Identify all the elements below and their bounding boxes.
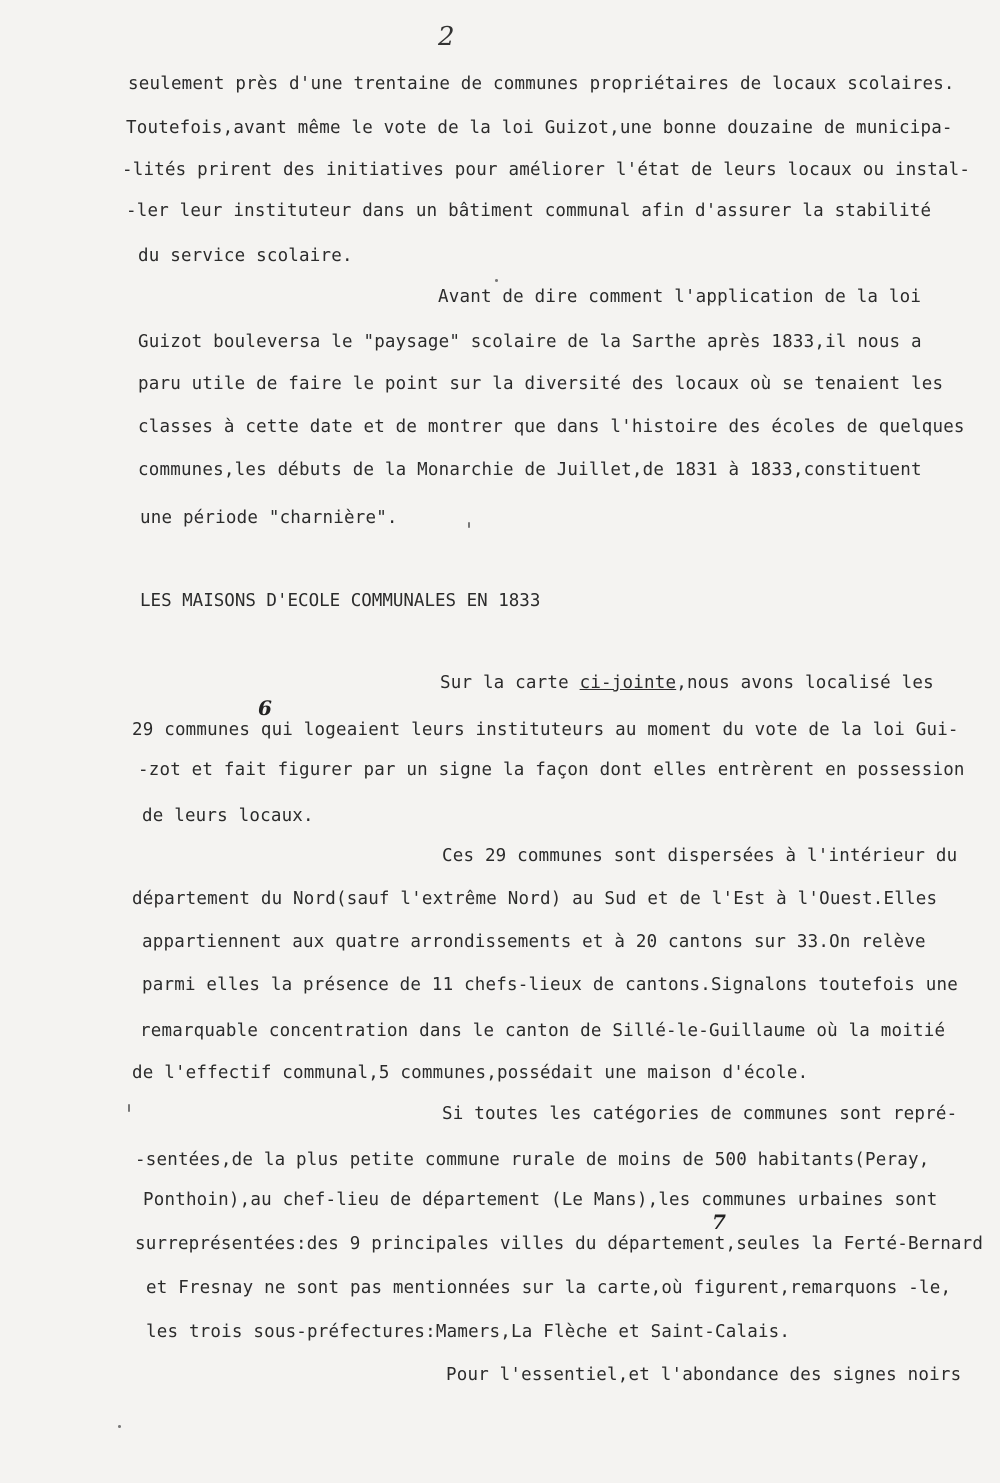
handwritten-annotation-7: 7 [712, 1210, 726, 1234]
text-line: surreprésentées:des 9 principales villes du département,seules la Ferté-Bernard [135, 1234, 984, 1254]
underlined-reference: ci-jointe [579, 673, 677, 693]
text-line: de leurs locaux. [142, 806, 314, 826]
handwritten-annotation-6: 6 [258, 696, 272, 720]
text-line: Avant de dire comment l'application de la loi [438, 287, 922, 307]
text-line: Ponthoin),au chef-lieu de département (Le Mans),les communes urbaines sont [143, 1190, 938, 1210]
text-line: Si toutes les catégories de communes sont repré- [442, 1104, 958, 1124]
text-line: -zot et fait figurer par un signe la façon dont elles entrèrent en possession [138, 760, 965, 780]
text-line: département du Nord(sauf l'extrême Nord) au Sud et de l'Est à l'Ouest.Elles [132, 889, 938, 909]
text-line: -sentées,de la plus petite commune rurale de moins de 500 habitants(Peray, [135, 1150, 930, 1170]
section-heading: LES MAISONS D'ECOLE COMMUNALES EN 1833 [140, 591, 541, 611]
text-line: de l'effectif communal,5 communes,possédait une maison d'école. [132, 1063, 809, 1083]
paper-speck [468, 522, 470, 528]
text-line: paru utile de faire le point sur la diversité des locaux où se tenaient les [138, 374, 944, 394]
text-line: appartiennent aux quatre arrondissements et à 20 cantons sur 33.On relève [142, 932, 926, 952]
text-line: du service scolaire. [138, 246, 353, 266]
text-line: -lités prirent des initiatives pour améliorer l'état de leurs locaux ou instal- [122, 160, 971, 180]
text-line: remarquable concentration dans le canton de Sillé-le-Guillaume où la moitié [140, 1021, 946, 1041]
text-line: les trois sous-préfectures:Mamers,La Flèche et Saint-Calais. [146, 1322, 791, 1342]
text-line [440, 673, 934, 693]
text-line: classes à cette date et de montrer que dans l'histoire des écoles de quelques [138, 417, 965, 437]
text-line: 29 communes qui logeaient leurs instituteurs au moment du vote de la loi Gui- [132, 720, 959, 740]
text-line: Guizot bouleversa le "paysage" scolaire de la Sarthe après 1833,il nous a [138, 332, 922, 352]
paper-speck [128, 1104, 130, 1112]
text-line: une période "charnière". [140, 508, 398, 528]
text-line: communes,les débuts de la Monarchie de Juillet,de 1831 à 1833,constituent [138, 460, 922, 480]
text-segment: Sur la carte [440, 673, 580, 693]
text-line: parmi elles la présence de 11 chefs-lieux de cantons.Signalons toutefois une [142, 975, 958, 995]
text-line: seulement près d'une trentaine de communes propriétaires de locaux scolaires. [128, 74, 955, 94]
text-line: Toutefois,avant même le vote de la loi Guizot,une bonne douzaine de municipa- [126, 118, 953, 138]
text-line: -ler leur instituteur dans un bâtiment communal afin d'assurer la stabilité [126, 201, 932, 221]
text-line: Pour l'essentiel,et l'abondance des signes noirs [446, 1365, 962, 1385]
paper-speck [118, 1425, 121, 1428]
text-line: Ces 29 communes sont dispersées à l'intérieur du [442, 846, 958, 866]
paper-speck [495, 279, 498, 282]
text-segment: ,nous avons localisé les [676, 673, 934, 693]
page-number: 2 [438, 22, 455, 52]
text-line: et Fresnay ne sont pas mentionnées sur la carte,où figurent,remarquons -le, [146, 1278, 952, 1298]
